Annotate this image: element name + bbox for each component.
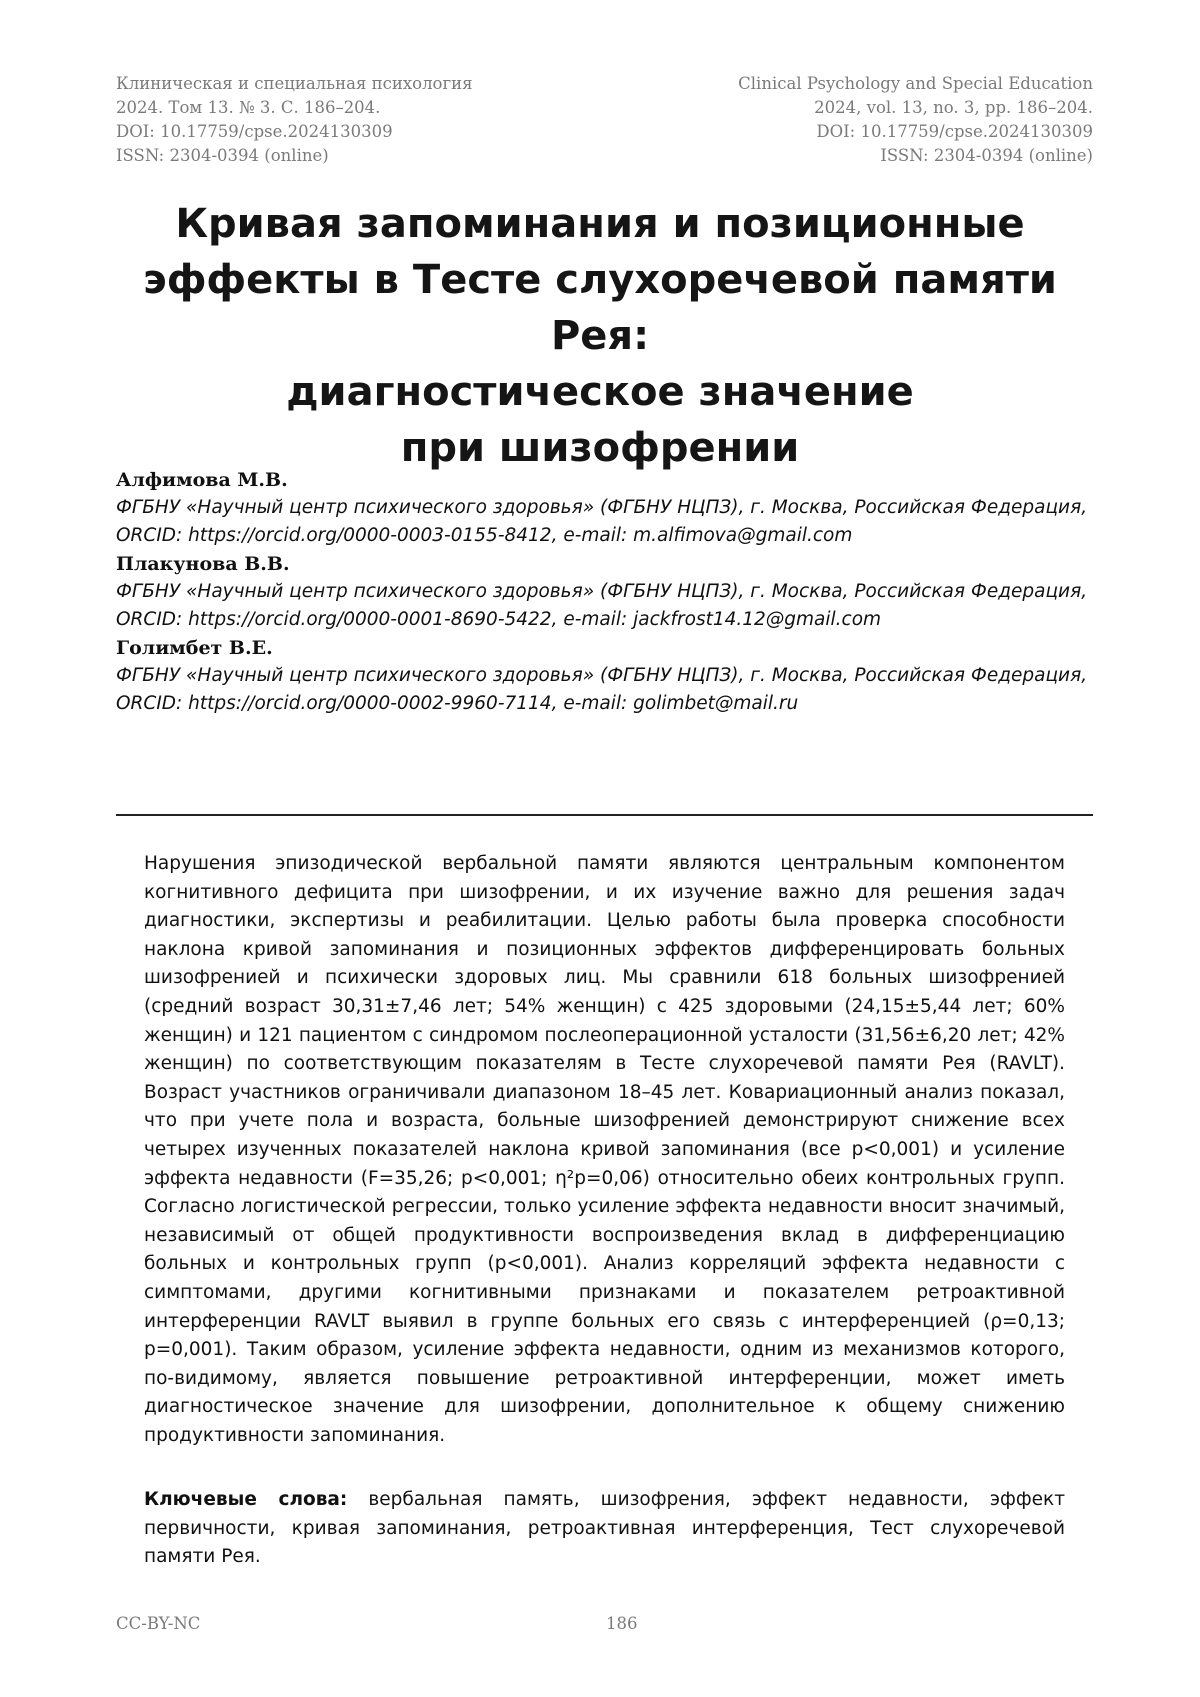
author-name: Плакунова В.В. xyxy=(116,553,290,575)
author-orcid: ORCID: https://orcid.org/0000-0003-0155-8412, e-mail: m.alfimova@gmail.com xyxy=(116,525,853,546)
title-line: эффекты в Тесте слухоречевой памяти Рея: xyxy=(143,257,1057,359)
license-label: CC-BY-NC xyxy=(116,1614,201,1633)
author-entry xyxy=(116,550,1093,634)
header-issn-ru: ISSN: 2304-0394 (online) xyxy=(116,146,329,165)
title-line: Кривая запоминания и позиционные xyxy=(175,201,1025,247)
author-entry xyxy=(116,634,1093,718)
header-issue-en: 2024, vol. 13, no. 3, pp. 186–204. xyxy=(814,98,1093,117)
title-line: диагностическое значение xyxy=(286,369,914,415)
author-name: Алфимова М.В. xyxy=(116,469,288,491)
running-header xyxy=(116,72,1093,168)
section-divider xyxy=(116,814,1093,816)
abstract-text: Нарушения эпизодической вербальной памяти являются центральным компонентом когнитивного дефицита при шизофрении, и их изучение важно для решения задач диагностики, экспертизы и реабилитации. Целью работы была проверка способности наклона кривой запоминания и позиционных эффектов дифференцировать больных шизофренией и психически здоровых лиц. Мы сравнили 618 больных шизофренией (средний возраст 30,31±7,46 лет; 54% женщин) с 425 здоровыми (24,15±5,44 лет; 60% женщин) и 121 пациентом с синдромом послеоперационной усталости (31,56±6,20 лет; 42% женщин) по соответствующим показателям в Тесте слухоречевой памяти Рея (RAVLT). Возраст участников ограничивали диапазоном 18–45 лет. Ковариационный анализ показал, что при учете пола и возраста, больные шизофренией демонстрируют снижение всех четырех изученных показателей наклона кривой запоминания (все p<0,001) и усиление эффекта недавности (F=35,26; p<0,001; η²p=0,06) относительно обеих контрольных групп. Согласно логистической регрессии, только усиление эффекта недавности вносит значимый, независимый от общей продуктивности воспроизведения вклад в дифференциацию больных и контрольных групп (p<0,001). Анализ корреляций эффекта недавности с симптомами, другими когнитивными признаками и показателем ретроактивной интерференции RAVLT выявил в группе больных его связь с интерференцией (ρ=0,13; p=0,001). Таким образом, усиление эффекта недавности, одним из механизмов которого, по-видимому, является повышение ретроактивной интерференции, может иметь диагностическое значение для шизофрении, дополнительное к общему снижению продуктивности запоминания. xyxy=(144,853,1065,1446)
page-number: 186 xyxy=(606,1614,638,1633)
author-affiliation: ФГБНУ «Научный центр психического здоровья» (ФГБНУ НЦПЗ), г. Москва, Российская Федерация, xyxy=(116,581,1088,602)
author-orcid: ORCID: https://orcid.org/0000-0002-9960-7114, e-mail: golimbet@mail.ru xyxy=(116,693,799,714)
author-affiliation: ФГБНУ «Научный центр психического здоровья» (ФГБНУ НЦПЗ), г. Москва, Российская Федерация, xyxy=(116,497,1088,518)
header-left-ru xyxy=(116,72,473,168)
keywords xyxy=(144,1486,1065,1572)
header-journal-ru: Клиническая и специальная психология xyxy=(116,74,473,93)
header-right-en xyxy=(738,72,1093,168)
header-doi-en: DOI: 10.17759/cpse.2024130309 xyxy=(816,122,1093,141)
header-journal-en: Clinical Psychology and Special Education xyxy=(738,74,1093,93)
author-orcid: ORCID: https://orcid.org/0000-0001-8690-5422, e-mail: jackfrost14.12@gmail.com xyxy=(116,609,882,630)
header-doi-ru: DOI: 10.17759/cpse.2024130309 xyxy=(116,122,393,141)
header-issue-ru: 2024. Том 13. № 3. С. 186–204. xyxy=(116,98,381,117)
author-entry xyxy=(116,466,1093,550)
title-line: при шизофрении xyxy=(400,425,800,471)
author-name: Голимбет В.Е. xyxy=(116,637,273,659)
keywords-text: вербальная память, шизофрения, эффект недавности, эффект первичности, кривая запоминания, ретроактивная интерференция, Тест слухоречевой памяти Рея. xyxy=(144,1489,1065,1568)
article-title xyxy=(100,196,1100,476)
author-list xyxy=(116,466,1093,718)
keywords-label: Ключевые слова: xyxy=(144,1489,348,1510)
author-affiliation: ФГБНУ «Научный центр психического здоровья» (ФГБНУ НЦПЗ), г. Москва, Российская Федерация, xyxy=(116,665,1088,686)
header-issn-en: ISSN: 2304-0394 (online) xyxy=(880,146,1093,165)
